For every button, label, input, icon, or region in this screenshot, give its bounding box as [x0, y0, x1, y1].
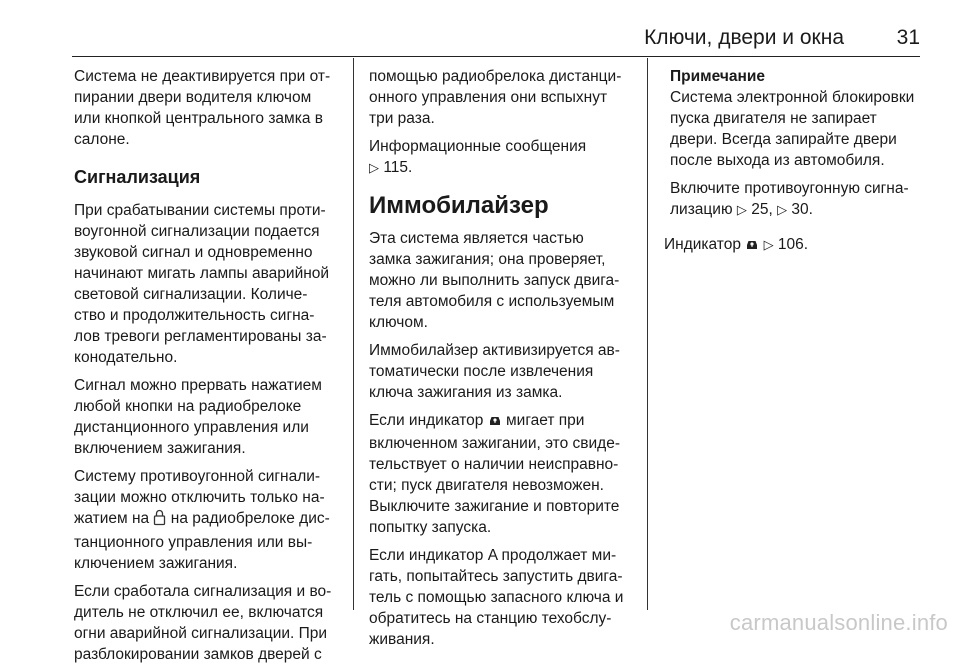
paragraph: [369, 136, 641, 178]
reference-arrow-icon: ▷: [736, 202, 747, 217]
page-header: [72, 26, 920, 57]
page-reference[interactable]: 25,: [751, 201, 778, 218]
reference-arrow-icon: ▷: [763, 237, 774, 252]
text: Информационные сообщения: [369, 138, 587, 155]
page-reference[interactable]: 115.: [383, 159, 413, 176]
column-2: [369, 66, 641, 657]
note-box: [664, 66, 926, 220]
paragraph: помощью радиобрелока дистанци- онного управления они вспыхнут три раза.: [369, 68, 622, 127]
reference-arrow-icon: ▷: [777, 202, 788, 217]
section-title: Ключи, двери и окна: [644, 26, 844, 49]
text: Систему противоугонной сигнали- зации можно отключить только на- жатием на: [74, 468, 325, 527]
paragraph: Иммобилайзер активизируется ав- томатически после извлечения ключа зажигания из замка.: [369, 342, 620, 401]
page-reference[interactable]: 30.: [791, 201, 813, 218]
paragraph: При срабатывании системы проти- воугонной сигнализации подается звуковой сигнал и одновременно начинают мигать лампы аварийной световой сигнализации. Количе- ство и продолжительность сигна- лов тревоги регламентированы за- конодательно.: [74, 202, 330, 366]
section-heading: Сигнализация: [74, 167, 201, 187]
page-number: 31: [896, 26, 920, 49]
page-reference[interactable]: 106.: [777, 236, 809, 253]
reference-arrow-icon: ▷: [369, 160, 379, 175]
section-heading: Иммобилайзер: [369, 192, 549, 219]
watermark: carmanualsonline.info: [729, 610, 948, 635]
paragraph: Система не деактивируется при от- пирании двери водителя ключом или кнопкой центрального замка в салоне.: [74, 68, 331, 148]
paragraph: [369, 410, 641, 538]
car-key-indicator-icon: [745, 236, 759, 257]
car-key-indicator-icon: [488, 412, 502, 433]
paragraph: Эта система является частью замка зажигания; она проверяет, можно ли выполнить запуск двига- теля автомобиля с используемым ключом.: [369, 230, 620, 331]
column-divider: [353, 58, 354, 610]
column-3: [664, 66, 926, 264]
paragraph: Сигнал можно прервать нажатием любой кнопки на радиобрелоке дистанционного управления или включением зажигания.: [74, 377, 322, 457]
paragraph: [74, 466, 346, 574]
paragraph: [664, 234, 926, 257]
paragraph: Если индикатор A продолжает ми- гать, попытайтесь запустить двига- тель с помощью запасного ключа и обратитесь на станцию техобслу- живания.: [369, 547, 624, 648]
note-text: Система электронной блокировки пуска двигателя не запирает двери. Всегда запирайте двери после выхода из автомобиля.: [670, 89, 915, 169]
note-text: [670, 178, 926, 220]
text: Если индикатор: [369, 412, 488, 429]
text: на радиобрелоке дис- танционного управления или вы- ключением зажигания.: [74, 510, 330, 572]
lock-button-icon: [153, 509, 166, 532]
column-1: [74, 66, 346, 672]
note-title: Примечание: [670, 68, 765, 85]
paragraph: Если сработала сигнализация и во- дитель не отключил ее, включатся огни аварийной сигнализации. При разблокировании замков дверей с: [74, 583, 332, 663]
column-divider: [647, 58, 648, 610]
text: Индикатор: [664, 236, 746, 253]
text: мигает при включенном зажигании, это свиде- тельствует о наличии неисправно- сти; пуск двигателя невозможен. Выключите зажигание и повторите попытку запуска.: [369, 412, 620, 536]
text: Включите противоугонную сигна- лизацию: [670, 180, 909, 218]
